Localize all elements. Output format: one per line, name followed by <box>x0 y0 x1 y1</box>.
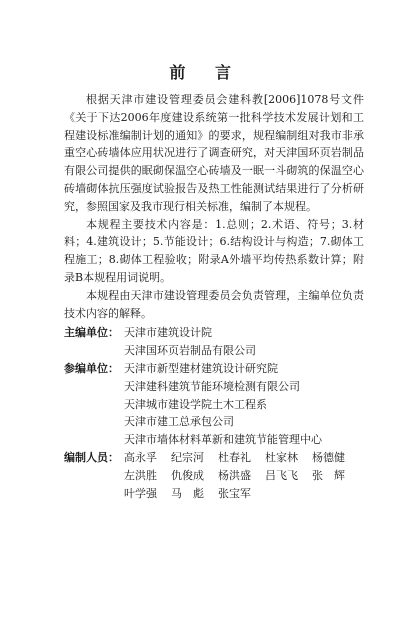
editors-list <box>124 449 364 502</box>
chief-unit-item: 天津市建筑设计院 <box>124 326 212 340</box>
editor-name: 杨德健 <box>312 450 345 464</box>
editors <box>64 449 364 502</box>
paragraph-management: 本规程由天津市建设管理委员会负责管理，主编单位负责技术内容的解释。 <box>64 288 364 320</box>
paragraph-contents: 本规程主要技术内容是：1.总则；2.术语、符号；3.材料；4.建筑设计；5.节能设计；6.结构设计与构造；7.砌体工程施工；8.砌体工程验收；附录A外墙平均传热系数计算；附录B本规程用词说明。 <box>64 217 364 284</box>
participating-unit-item: 天津市新型建材建筑设计研究院 <box>124 361 278 375</box>
chief-unit-item: 天津国环页岩制品有限公司 <box>124 344 256 358</box>
editors-label: 编制人员： <box>64 450 119 464</box>
editor-name: 叶学强 <box>124 486 157 500</box>
editor-name: 杜春礼 <box>218 450 251 464</box>
participating-unit-item: 天津城市建设学院土木工程系 <box>124 397 267 411</box>
preface-body <box>64 91 364 502</box>
chief-units-label: 主编单位： <box>64 326 119 340</box>
participating-unit-item: 天津市墙体材料革新和建筑节能管理中心 <box>124 433 322 447</box>
title-char-2: 言 <box>215 63 233 82</box>
paragraph-basis: 根据天津市建设管理委员会建科教[2006]1078号文件《关于下达2006年度建设系统第一批科学技术发展计划和工程建设标准编制计划的通知》的要求，规程编制组对我市非承重空心砖墙体应用状况进行了调查研究，对天津国环页岩制品有限公司提供的眠砌保温空心砖墙及一眠一斗砌筑的保温空心砖墙砌体抗压强度试验报告及热工性能测试结果进行了分析研究，参照国家及我市现行相关标准，编制了本规程。 <box>64 93 364 213</box>
chief-units-list <box>124 324 364 360</box>
participating-unit-item: 天津市建工总承包公司 <box>124 415 234 429</box>
editor-name: 张宝军 <box>218 486 251 500</box>
editor-name: 左洪胜 <box>124 468 157 482</box>
editor-name: 马 彪 <box>171 486 204 500</box>
title-char-1: 前 <box>169 63 187 82</box>
units-section <box>64 324 364 502</box>
editor-name: 杨洪盛 <box>218 468 251 482</box>
participating-units-label: 参编单位： <box>64 361 119 375</box>
editor-name: 杜家林 <box>265 450 298 464</box>
editor-name: 吕飞飞 <box>265 468 298 482</box>
participating-units-list <box>124 360 364 449</box>
editor-name: 纪宗河 <box>171 450 204 464</box>
editor-name: 张 辉 <box>312 468 345 482</box>
participating-unit-item: 天津建科建筑节能环境检测有限公司 <box>124 379 300 393</box>
editor-name: 高永孚 <box>124 450 157 464</box>
editor-name: 仇俊成 <box>171 468 204 482</box>
page-title <box>0 60 402 83</box>
participating-units <box>64 360 364 449</box>
chief-units <box>64 324 364 360</box>
